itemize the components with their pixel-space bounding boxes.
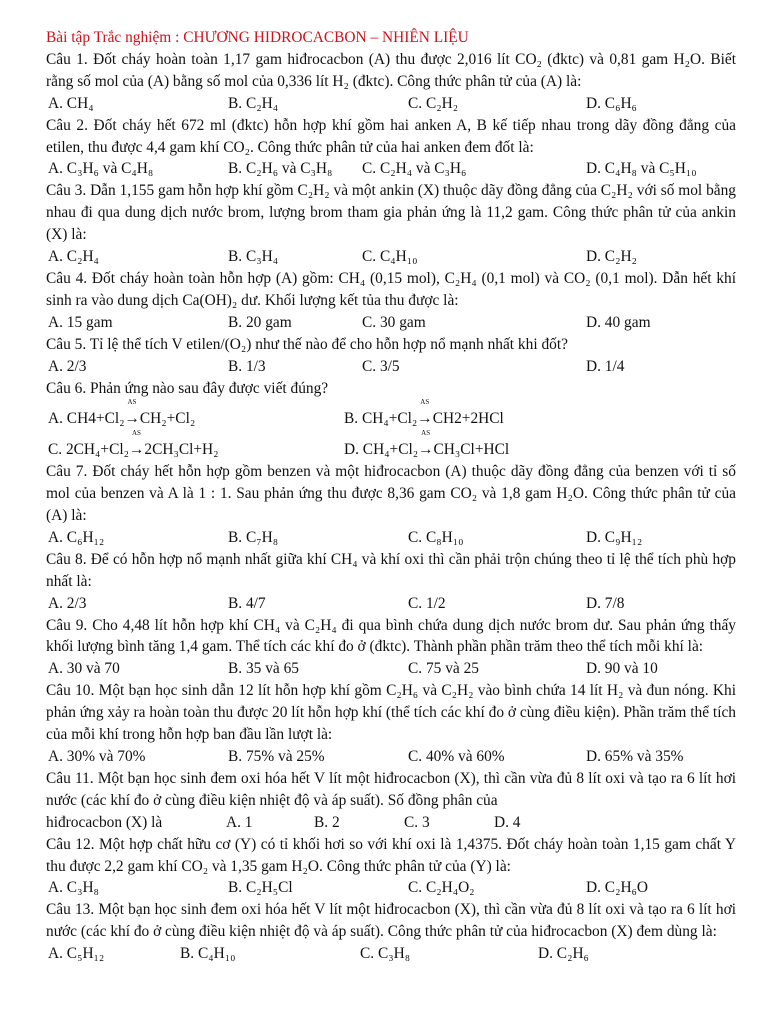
question-6-options-row-2 <box>46 429 736 461</box>
question-6-text: Câu 6. Phản ứng nào sau đây được viết đúng? <box>46 379 329 397</box>
reaction-arrow-icon: AS → <box>418 429 434 459</box>
q12-option-b[interactable]: B. C₂H₅Cl <box>228 879 293 897</box>
question-5-text: Câu 5. Tỉ lệ thể tích V etilen/(O₂) như thế nào để cho hỗn hợp nổ mạnh nhất khi đốt? <box>46 335 568 353</box>
q1-option-a[interactable]: A. CH₄ <box>48 94 94 112</box>
q2-option-c[interactable]: C. C₂H₄ và C₃H₆ <box>362 160 467 178</box>
q3-option-b[interactable]: B. C₃H₄ <box>228 248 279 266</box>
q6-d-reactants: D. CH₄+Cl₂ <box>344 441 419 459</box>
q1-option-b[interactable]: B. C₂H₄ <box>228 94 279 112</box>
arrow-label: AS <box>127 398 137 407</box>
q13-option-b[interactable]: B. C₄H₁₀ <box>180 945 236 963</box>
arrow-label: AS <box>421 429 431 438</box>
question-4-text: Câu 4. Đốt cháy hoàn toàn hỗn hợp (A) gồm: CH₄ (0,15 mol), C₂H₄ (0,1 mol) và CO₂ (0,1 mol). Dẫn hết khí sinh ra vào dung dịch Ca(OH)₂ dư. Khối lượng kết tủa thu được là: <box>46 269 736 309</box>
question-11-text: Câu 11. Một bạn học sinh đem oxi hóa hết V lít một hiđrocacbon (X), thì cần vừa đủ 8 lít oxi và tạo ra 6 lít hơi nước (các khí đo ở cùng điều kiện nhiệt độ và áp suất). Số đồng phân của <box>46 769 736 809</box>
q6-c-products: 2CH₃Cl+H₂ <box>144 441 219 459</box>
question-13-options <box>46 943 736 965</box>
q13-option-a[interactable]: A. C₅H₁₂ <box>48 945 105 963</box>
q13-option-c[interactable]: C. C₃H₈ <box>360 945 411 963</box>
q7-option-a[interactable]: A. C₆H₁₂ <box>48 528 105 546</box>
reaction-arrow-icon: AS → <box>417 398 433 428</box>
arrow-label: AS <box>132 429 141 438</box>
q6-b-reactants: B. CH₄+Cl₂ <box>344 410 418 428</box>
q4-option-c[interactable]: C. 30 gam <box>362 313 426 331</box>
q7-option-d[interactable]: D. C₉H₁₂ <box>586 528 643 546</box>
q11-option-d[interactable]: D. 4 <box>494 813 521 831</box>
q12-option-c[interactable]: C. C₂H₄O₂ <box>408 879 475 897</box>
q11-option-c[interactable]: C. 3 <box>404 813 430 831</box>
reaction-arrow-icon: AS → <box>124 398 140 428</box>
question-3-text: Câu 3. Dẫn 1,155 gam hỗn hợp khí gồm C₂H₂ và một ankin (X) thuộc dãy đồng đẳng của C₂H₂ với số mol bằng nhau đi qua dung dịch nước brom, lượng brom tham gia phản ứng là 11,2 gam. Công thức phân tử của ankin (X) là: <box>46 182 736 244</box>
q3-option-a[interactable]: A. C₂H₄ <box>48 248 99 266</box>
q8-option-d[interactable]: D. 7/8 <box>586 594 625 612</box>
q12-option-d[interactable]: D. C₂H₆O <box>586 879 649 897</box>
q2-option-b[interactable]: B. C₂H₆ và C₃H₈ <box>228 160 333 178</box>
q6-d-products: CH₃Cl+HCl <box>433 441 510 459</box>
question-9-text: Câu 9. Cho 4,48 lít hỗn hợp khí CH₄ và C₂H₄ đi qua bình chứa dung dịch nước brom dư. Sau phản ứng thấy khối lượng bình tăng 1,4 gam. Thể tích các khí đo ở (đktc). Thành phần phần trăm theo thể tích mỗi khí là: <box>46 616 736 656</box>
question-2-options <box>46 158 736 180</box>
question-3-options <box>46 246 736 268</box>
q12-option-a[interactable]: A. C₃H₈ <box>48 879 99 897</box>
q8-option-b[interactable]: B. 4/7 <box>228 594 266 612</box>
q6-option-d[interactable] <box>344 429 674 461</box>
q10-option-d[interactable]: D. 65% và 35% <box>586 748 684 765</box>
question-12-options <box>46 877 736 899</box>
q6-b-products: CH2+2HCl <box>432 410 504 428</box>
question-11-options <box>46 812 736 834</box>
question-1-options <box>46 93 736 115</box>
q6-option-a[interactable] <box>46 398 344 430</box>
question-7-text: Câu 7. Đốt cháy hết hỗn hợp gồm benzen và một hiđrocacbon (A) thuộc dãy đồng đẳng của benzen với tỉ số mol của benzen và A là 1 : 1. Sau phản ứng thu được 8,36 gam CO₂ và 1,8 gam H₂O. Công thức phân tử của (A) là: <box>46 463 736 525</box>
reaction-arrow-icon: AS → <box>129 429 145 459</box>
question-8-options <box>46 593 736 615</box>
document-title: Bài tập Trắc nghiệm : CHƯƠNG HIDROCACBON – NHIÊN LIỆU <box>46 29 469 46</box>
question-2-text: Câu 2. Đốt cháy hết 672 ml (đktc) hỗn hợp khí gồm hai anken A, B kế tiếp nhau trong dãy đồng đẳng của etilen, thu được 4,4 gam khí CO₂. Công thức phân tử của hai anken đem đốt là: <box>46 116 736 156</box>
question-4-options <box>46 312 736 334</box>
q11-option-b[interactable]: B. 2 <box>314 813 340 831</box>
q8-option-a[interactable]: A. 2/3 <box>48 594 87 612</box>
q5-option-c[interactable]: C. 3/5 <box>362 357 400 375</box>
q13-option-d[interactable]: D. C₂H₆ <box>538 945 589 963</box>
q4-option-a[interactable]: A. 15 gam <box>48 313 113 331</box>
q10-option-a[interactable]: A. 30% và 70% <box>48 748 146 765</box>
q7-option-c[interactable]: C. C₈H₁₀ <box>408 528 464 546</box>
question-6-options-row-1 <box>46 398 736 430</box>
q11-option-a[interactable]: A. 1 <box>226 813 253 831</box>
q1-option-d[interactable]: D. C₆H₆ <box>586 94 637 112</box>
q4-option-d[interactable]: D. 40 gam <box>586 313 651 331</box>
q2-option-d[interactable]: D. C₄H₈ và C₅H₁₀ <box>586 160 697 178</box>
q6-a-products: CH₂+Cl₂ <box>139 410 196 428</box>
q9-option-d[interactable]: D. 90 và 10 <box>586 660 658 678</box>
question-9-options <box>46 658 736 680</box>
q2-option-a[interactable]: A. C₃H₆ và C₄H₈ <box>48 160 154 178</box>
question-1-text: Câu 1. Đốt cháy hoàn toàn 1,17 gam hiđrocacbon (A) thu được 2,016 lít CO₂ (đktc) và 0,81 gam H₂O. Biết rằng số mol của (A) bằng số mol của 0,336 lít H₂ (đktc). Công thức phân tử của (A) là: <box>46 50 736 90</box>
question-10-options <box>46 746 736 768</box>
q10-option-b[interactable]: B. 75% và 25% <box>228 748 325 765</box>
question-8-text: Câu 8. Để có hỗn hợp nổ mạnh nhất giữa khí CH₄ và khí oxi thì cần phải trộn chúng theo tỉ lệ thể tích phù hợp nhất là: <box>46 550 736 590</box>
q6-option-c[interactable] <box>46 429 344 461</box>
q3-option-c[interactable]: C. C₄H₁₀ <box>362 248 418 266</box>
arrow-label: AS <box>420 398 430 407</box>
q7-option-b[interactable]: B. C₇H₈ <box>228 528 279 546</box>
question-7-options <box>46 527 736 549</box>
q9-option-c[interactable]: C. 75 và 25 <box>408 660 479 678</box>
q8-option-c[interactable]: C. 1/2 <box>408 594 446 612</box>
q6-a-reactants: A. CH4+Cl₂ <box>48 410 125 428</box>
q10-option-c[interactable]: C. 40% và 60% <box>408 748 505 765</box>
question-13-text: Câu 13. Một bạn học sinh đem oxi hóa hết V lít một hiđrocacbon (X), thì cần vừa đủ 8 lít oxi và tạo ra 6 lít hơi nước (các khí đo ở cùng điều kiện nhiệt độ và áp suất). Công thức phân tử của hiđrocacbon (X) đem dùng là: <box>46 901 736 941</box>
q5-option-d[interactable]: D. 1/4 <box>586 357 625 375</box>
q5-option-a[interactable]: A. 2/3 <box>48 357 87 375</box>
question-10-text: Câu 10. Một bạn học sinh dẫn 12 lít hỗn hợp khí gồm C₂H₆ và C₂H₂ vào bình chứa 14 lít H₂ và đun nóng. Khi phản ứng xảy ra hoàn toàn thu được 20 lít hỗn hợp khí (thể tích các khí đo ở cùng điều kiện). Phần trăm thể tích của mỗi khí trong hỗn hợp ban đầu lần lượt là: <box>46 682 736 744</box>
q4-option-b[interactable]: B. 20 gam <box>228 313 292 331</box>
quiz-document <box>46 27 736 965</box>
q6-c-reactants: C. 2CH₄+Cl₂ <box>48 441 129 459</box>
q11-stem-end: hiđrocacbon (X) là <box>46 813 163 831</box>
question-12-text: Câu 12. Một hợp chất hữu cơ (Y) có tỉ khối hơi so với khí oxi là 1,4375. Đốt cháy hoàn toàn 1,15 gam chất Y thu được 2,2 gam khí CO₂ và 1,35 gam H₂O. Công thức phân tử của (Y) là: <box>46 835 736 875</box>
q3-option-d[interactable]: D. C₂H₂ <box>586 248 637 266</box>
q9-option-b[interactable]: B. 35 và 65 <box>228 660 299 678</box>
q5-option-b[interactable]: B. 1/3 <box>228 357 266 375</box>
question-5-options <box>46 356 736 378</box>
q6-option-b[interactable] <box>344 398 674 430</box>
q1-option-c[interactable]: C. C₂H₂ <box>408 94 459 112</box>
q9-option-a[interactable]: A. 30 và 70 <box>48 660 120 678</box>
